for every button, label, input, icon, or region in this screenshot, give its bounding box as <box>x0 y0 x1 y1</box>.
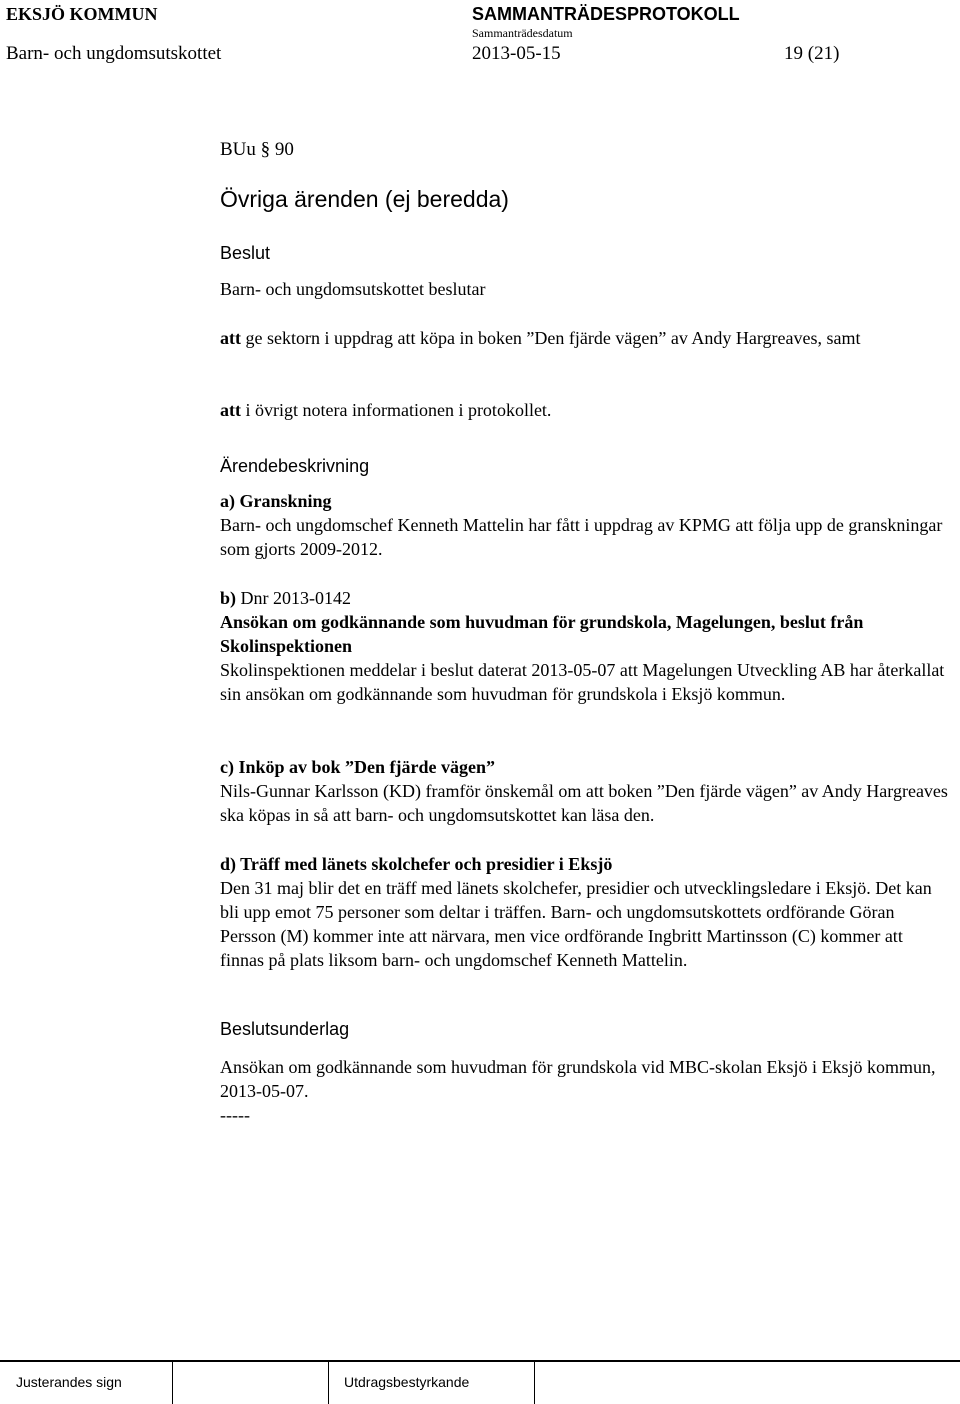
beslut-item-1 <box>220 326 950 350</box>
document-type: SAMMANTRÄDESPROTOKOLL <box>472 4 740 24</box>
beslut-item-2-text <box>220 398 950 422</box>
footer-divider <box>0 1360 960 1362</box>
section-a-text: Barn- och ungdomschef Kenneth Mattelin har fått i uppdrag av KPMG att följa upp de granskningar som gjorts 2009-2012. <box>220 515 943 559</box>
beslut-heading: Beslut <box>220 243 271 263</box>
section-b-text: Skolinspektionen meddelar i beslut daterat 2013-05-07 att Magelungen Utveckling AB har återkallat sin ansökan om godkännande som huvudman för grundskola i Eksjö kommun. <box>220 660 945 704</box>
beslut-item-text: ge sektorn i uppdrag att köpa in boken ”Den fjärde vägen” av Andy Hargreaves, samt <box>241 328 861 348</box>
beslut-item-text: i övrigt notera informationen i protokollet. <box>241 400 552 420</box>
section-b <box>220 586 950 706</box>
utdragsbestyrkande-label: Utdragsbestyrkande <box>344 1374 470 1390</box>
section-b-title: Ansökan om godkännande som huvudman för grundskola, Magelungen, beslut från Skolinspektionen <box>220 612 864 656</box>
case-reference: BUu § 90 <box>220 139 294 160</box>
page-title: Övriga ärenden (ej beredda) <box>220 186 509 212</box>
footer-separator <box>328 1360 329 1404</box>
section-b-label: b) <box>220 588 237 608</box>
signature-footer <box>0 1360 960 1404</box>
arende-heading: Ärendebeskrivning <box>220 456 370 476</box>
section-b-dnr-text: Dnr 2013-0142 <box>236 588 352 608</box>
att-keyword: att <box>220 400 241 420</box>
beslut-intro-text: Barn- och ungdomsutskottet beslutar <box>220 279 486 299</box>
section-d-text: Den 31 maj blir det en träff med länets skolchefer, presidier och utvecklingsledare i Eksjö. Det kan bli upp emot 75 personer som deltar i träffen. Barn- och ungdomsutskottets ordförande Göran Persson (M) kommer inte att närvara, men vice ordförande Ingbritt Martinsson (C) kommer att finnas på plats liksom barn- och ungdomschef Kenneth Mattelin. <box>220 878 932 970</box>
meeting-date: 2013-05-15 <box>472 43 561 64</box>
page-number: 19 (21) <box>784 43 840 64</box>
section-a-title: a) Granskning <box>220 491 332 511</box>
org-name: EKSJÖ KOMMUN <box>6 4 158 24</box>
beslut-item-2 <box>220 398 950 422</box>
section-d <box>220 852 950 972</box>
section-b-dnr <box>220 586 950 610</box>
section-c-title: c) Inköp av bok ”Den fjärde vägen” <box>220 757 496 777</box>
justerandes-sign-label: Justerandes sign <box>16 1374 122 1390</box>
footer-separator <box>172 1360 173 1404</box>
beslut-intro <box>220 277 950 301</box>
date-label: Sammanträdesdatum <box>472 26 573 40</box>
beslut-item-1-text <box>220 326 950 350</box>
section-a <box>220 489 950 561</box>
section-d-title: d) Träff med länets skolchefer och presidier i Eksjö <box>220 854 613 874</box>
underlag-body <box>220 1055 950 1127</box>
att-keyword: att <box>220 328 241 348</box>
footer-separator <box>534 1360 535 1404</box>
underlag-heading: Beslutsunderlag <box>220 1019 350 1039</box>
end-marker: ----- <box>220 1105 250 1125</box>
section-c-text: Nils-Gunnar Karlsson (KD) framför önskemål om att boken ”Den fjärde vägen” av Andy Hargreaves ska köpas in så att barn- och ungdomsutskottet kan läsa den. <box>220 781 948 825</box>
underlag-text: Ansökan om godkännande som huvudman för grundskola vid MBC-skolan Eksjö i Eksjö kommun, 2013-05-07. <box>220 1057 936 1101</box>
committee-name: Barn- och ungdomsutskottet <box>6 43 222 64</box>
section-c <box>220 755 950 827</box>
